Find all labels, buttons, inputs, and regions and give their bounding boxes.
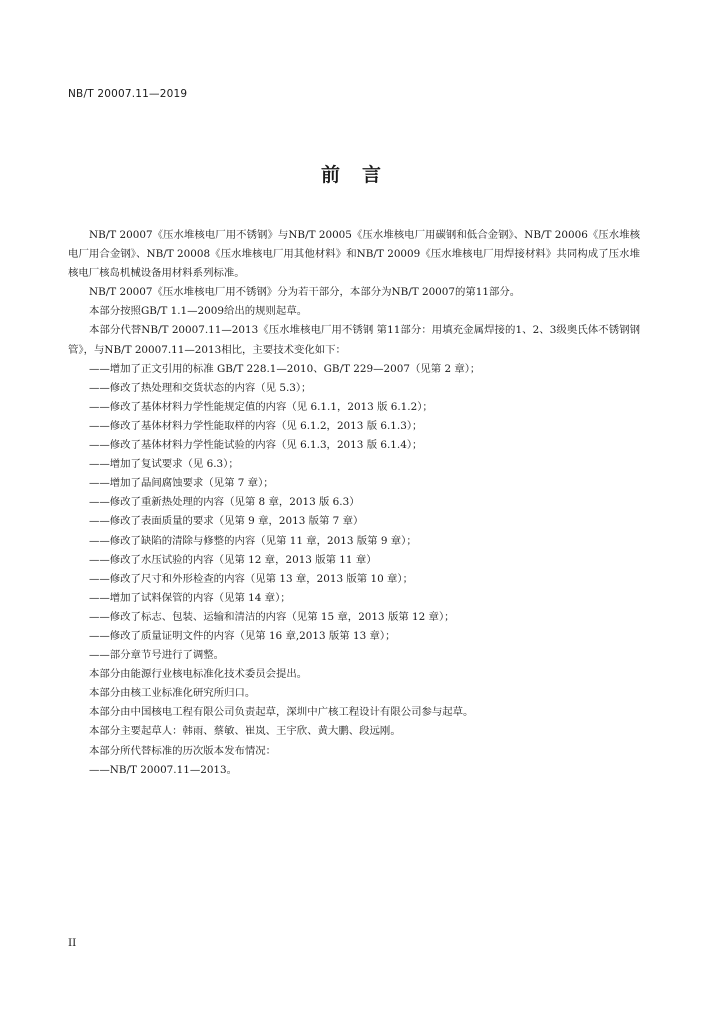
change-item: ——修改了热处理和交货状态的内容（见 5.3）；: [89, 381, 312, 394]
change-item: ——增加了正文引用的标准 GB/T 228.1—2010、GB/T 229—2007（见第 2 章）；: [89, 362, 481, 375]
document-body: [68, 226, 640, 780]
change-item: ——修改了质量证明文件的内容（见第 16 章,2013 版第 13 章）；: [89, 629, 396, 642]
paragraph: 本部分代替NB/T 20007.11—2013《压水堆核电厂用不锈钢 第11部分：用填充金属焊接的1、2、3级奥氏体不锈钢钢管》，与NB/T 20007.11—2013相比，主要技术变化如下：: [68, 324, 640, 356]
change-item: ——修改了标志、包装、运输和清洁的内容（见第 15 章，2013 版第 12 章）；: [89, 610, 455, 623]
change-item: ——修改了基体材料力学性能取样的内容（见 6.1.2，2013 版 6.1.3）；: [89, 419, 423, 432]
change-item: ——修改了重新热处理的内容（见第 8 章，2013 版 6.3）: [89, 496, 360, 509]
closing-paragraph: 本部分由核工业标准化研究所归口。: [89, 687, 256, 700]
closing-paragraph: 本部分主要起草人：韩雨、蔡敏、崔岚、王宇欣、黄大鹏、段远刚。: [89, 725, 401, 738]
closing-paragraph: 本部分由中国核电工程有限公司负责起草，深圳中广核工程设计有限公司参与起草。: [89, 706, 474, 719]
change-item: ——增加了晶间腐蚀要求（见第 7 章）；: [89, 477, 274, 490]
history-item: ——NB/T 20007.11—2013。: [89, 763, 238, 776]
closing-paragraph: 本部分所代替标准的历次版本发布情况：: [89, 744, 277, 757]
paragraph: NB/T 20007《压水堆核电厂用不锈钢》与NB/T 20005《压水堆核电厂用碳钢和低合金钢》、NB/T 20006《压水堆核电厂用合金钢》、NB/T 20008《压水堆核电厂用其他材料》和NB/T 20009《压水堆核电厂用焊接材料》共同构成了压水堆核电厂核岛机械设备用材料系列标准。: [68, 229, 640, 280]
change-item: ——修改了尺寸和外形检查的内容（见第 13 章，2013 版第 10 章）；: [89, 572, 413, 585]
change-item: ——部分章节号进行了调整。: [89, 649, 225, 662]
page-title: 前言: [320, 164, 403, 186]
change-item: ——修改了表面质量的要求（见第 9 章，2013 版第 7 章）: [89, 515, 364, 528]
change-item: ——增加了试料保管的内容（见第 14 章）；: [89, 591, 291, 604]
change-item: ——修改了缺陷的清除与修整的内容（见第 11 章，2013 版第 9 章）；: [89, 534, 417, 547]
closing-paragraph: 本部分由能源行业核电标准化技术委员会提出。: [89, 668, 308, 681]
paragraph: 本部分按照GB/T 1.1—2009给出的规则起草。: [89, 305, 308, 318]
change-item: ——修改了水压试验的内容（见第 12 章，2013 版第 11 章）: [89, 553, 377, 566]
change-item: ——修改了基体材料力学性能试验的内容（见 6.1.3，2013 版 6.1.4）；: [89, 439, 423, 452]
standard-code-header: NB/T 20007.11—2019: [68, 88, 188, 100]
paragraph: NB/T 20007《压水堆核电厂用不锈钢》分为若干部分，本部分为NB/T 20007的第11部分。: [89, 286, 521, 299]
page-number: II: [68, 937, 77, 949]
change-item: ——增加了复试要求（见 6.3）；: [89, 458, 239, 471]
change-item: ——修改了基体材料力学性能规定值的内容（见 6.1.1，2013 版 6.1.2）；: [89, 400, 433, 413]
